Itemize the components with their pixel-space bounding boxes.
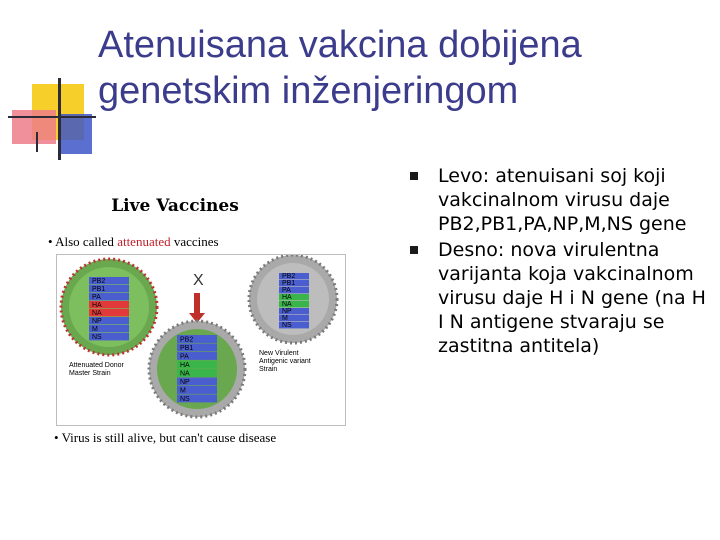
gene-segment-label: NP — [180, 379, 190, 386]
gene-segment-label: NA — [180, 370, 190, 378]
right-virus-segments — [279, 273, 309, 329]
bullet-text: Levo: atenuisani soj koji vakcinalnom virusu daje PB2,PB1,PA,NP,M,NS gene — [438, 165, 687, 235]
gene-segment-label: NS — [92, 334, 102, 341]
cross-mark: X — [193, 272, 204, 289]
gene-segment-label: NP — [92, 318, 102, 325]
gene-segment-label: PB1 — [282, 280, 296, 287]
figure-subtitle — [48, 234, 219, 250]
logo-horizontal-line — [8, 116, 96, 118]
figure-subtitle-suffix: vaccines — [170, 234, 219, 249]
figure-title: Live Vaccines — [111, 196, 239, 216]
slide-title — [98, 22, 698, 114]
left-virus — [61, 259, 157, 355]
center-virus — [149, 321, 245, 417]
gene-segment-label: NA — [92, 310, 102, 317]
square-bullet-icon — [410, 246, 418, 254]
left-virus-label-1: Attenuated Donor — [69, 362, 124, 369]
right-virus-label-2: Antigenic variant — [259, 358, 311, 365]
gene-segment-label: HA — [180, 362, 190, 369]
figure-subtitle-prefix: • Also called — [48, 234, 118, 249]
gene-segment-label: M — [180, 387, 186, 395]
gene-segment-label: M — [92, 326, 98, 333]
bullet-text: Desno: nova virulentna varijanta koja vakcinalnom virusu daje H i N gene (na H I N antigene stvaraju se zastitna antitela) — [438, 239, 706, 357]
logo-vertical-line — [58, 78, 61, 160]
gene-segment-label: NP — [282, 308, 292, 315]
logo-short-line — [36, 132, 38, 152]
gene-segment-label: NS — [180, 396, 190, 403]
gene-segment-label: PA — [282, 287, 291, 294]
square-bullet-icon — [410, 172, 418, 180]
gene-segment-label: PB2 — [92, 278, 106, 285]
figure-note: • Virus is still alive, but can't cause disease — [54, 430, 277, 445]
gene-segment-label: M — [282, 315, 288, 322]
figure-subtitle-highlight: attenuated — [117, 234, 171, 249]
arrow-shaft — [194, 293, 200, 315]
right-virus-label-1: New Virulent — [259, 350, 299, 357]
slide-title-line-2: genetskim inženjeringom — [98, 70, 519, 112]
gene-segment-label: NA — [282, 301, 292, 308]
bullet-item — [410, 238, 710, 358]
gene-segment-label: PA — [180, 353, 189, 361]
right-virus-label-3: Strain — [259, 366, 278, 373]
left-virus-segments — [89, 277, 129, 341]
gene-segment-label: NS — [282, 322, 292, 329]
gene-segment-label: PB2 — [180, 336, 194, 344]
left-blank-panel — [67, 381, 137, 405]
reassortment-diagram — [56, 254, 346, 426]
gene-segment-label: PB1 — [180, 345, 194, 352]
gene-segment-label: PB1 — [92, 286, 106, 293]
center-virus-segments — [177, 335, 217, 403]
live-vaccines-figure — [40, 196, 350, 456]
right-virus — [249, 255, 337, 343]
gene-segment-label: HA — [92, 302, 102, 309]
slide-title-line-1: Atenuisana vakcina dobijena — [98, 24, 582, 66]
gene-segment-label: HA — [282, 294, 292, 301]
bullet-item — [410, 164, 710, 236]
left-virus-label-2: Master Strain — [69, 370, 111, 377]
logo-blue-square — [58, 114, 92, 154]
gene-segment-label: PB2 — [282, 273, 296, 280]
bullet-list — [410, 164, 710, 360]
gene-segment-label: PA — [92, 294, 101, 301]
